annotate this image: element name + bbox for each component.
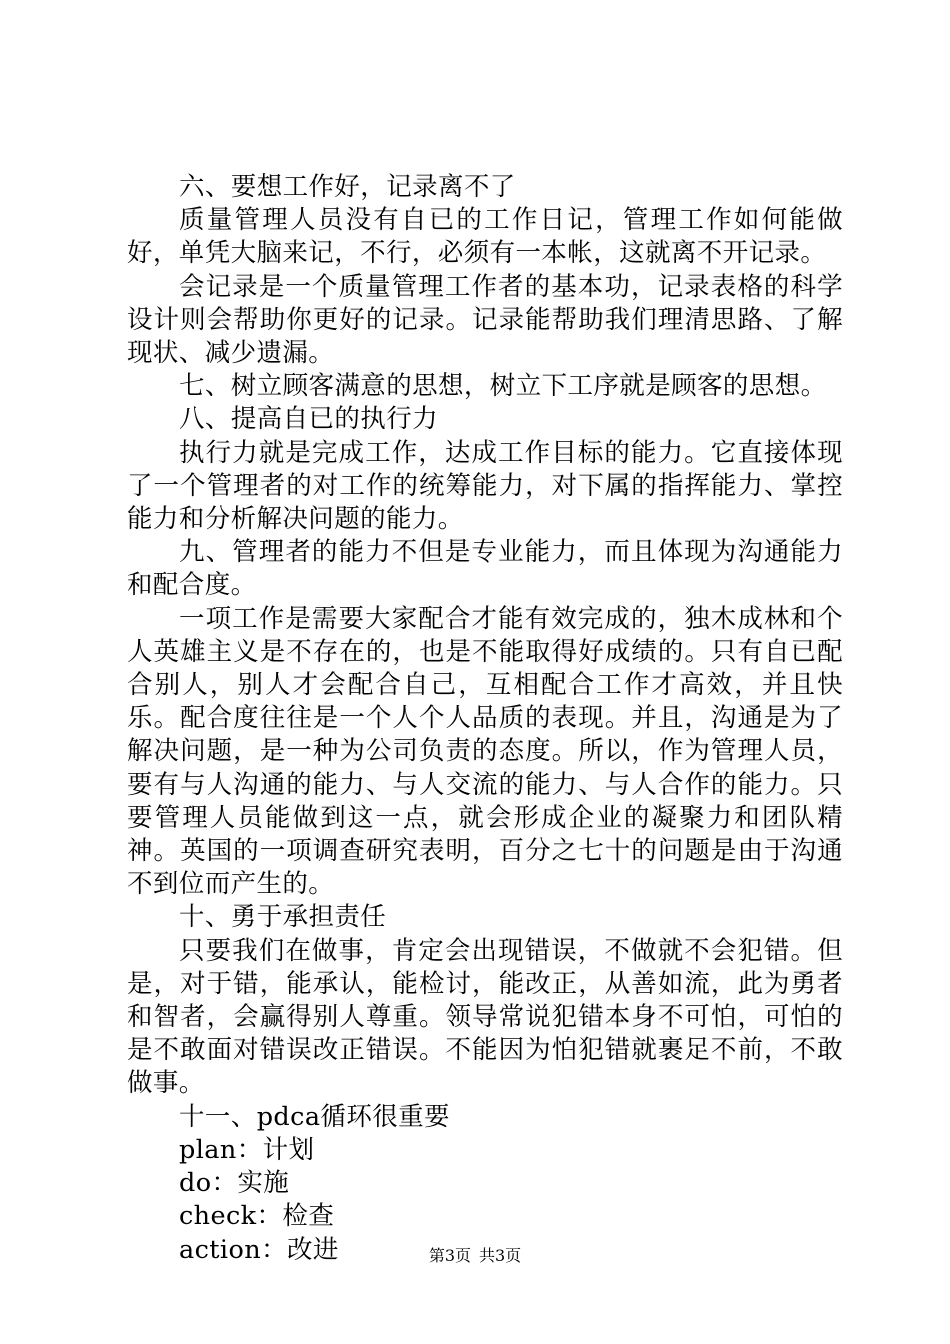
section-heading-11: 十一、pdca循环很重要 — [179, 1101, 450, 1132]
paragraph: 会记录是一个质量管理工作者的基本功，记录表格的科学设计则会帮助你更好的记录。记录能帮助我们理清思路、了解现状、减少遗漏。 — [127, 271, 843, 369]
paragraph: 只要我们在做事，肯定会出现错误，不做就不会犯错。但是，对于错，能承认，能检讨，能改正，从善如流，此为勇者和智者，会赢得别人尊重。领导常说犯错本身不可怕，可怕的是不敢面对错误改正错误。不能因为怕犯错就裹足不前，不敢做事。 — [127, 935, 843, 1099]
paragraph: 执行力就是完成工作，达成工作目标的能力。它直接体现了一个管理者的对工作的统筹能力，对下属的指挥能力、掌控能力和分析解决问题的能力。 — [127, 437, 843, 535]
pdca-item-plan: plan：计划 — [179, 1134, 315, 1165]
section-heading-7: 七、树立顾客满意的思想，树立下工序就是顾客的思想。 — [179, 371, 827, 402]
paragraph: 一项工作是需要大家配合才能有效完成的，独木成林和个人英雄主义是不存在的，也是不能取得好成绩的。只有自已配合别人，别人才会配合自己，互相配合工作才高效，并且快乐。配合度往往是一个人个人品质的表现。并且，沟通是为了解决问题，是一种为公司负责的态度。所以，作为管理人员，要有与人沟通的能力、与人交流的能力、与人合作的能力。只要管理人员能做到这一点，就会形成企业的凝聚力和团队精神。英国的一项调查研究表明，百分之七十的问题是由于沟通不到位而产生的。 — [127, 603, 843, 900]
page-footer — [0, 1246, 950, 1266]
page-total: 共3页 — [479, 1246, 522, 1265]
section-heading-10: 十、勇于承担责任 — [179, 902, 387, 933]
pdca-item-action: action：改进 — [179, 1234, 339, 1265]
paragraph: 质量管理人员没有自已的工作日记，管理工作如何能做好，单凭大脑来记，不行，必须有一本帐，这就离不开记录。 — [127, 205, 843, 269]
document-body — [127, 171, 843, 1267]
pdca-item-do: do：实施 — [179, 1168, 290, 1199]
section-heading-8: 八、提高自已的执行力 — [179, 404, 439, 435]
section-heading-9: 九、管理者的能力不但是专业能力，而且体现为沟通能力和配合度。 — [127, 537, 843, 601]
page-number: 第3页 — [428, 1246, 471, 1265]
section-heading-6: 六、要想工作好，记录离不了 — [179, 172, 516, 202]
pdca-item-check: check：检查 — [179, 1201, 335, 1232]
